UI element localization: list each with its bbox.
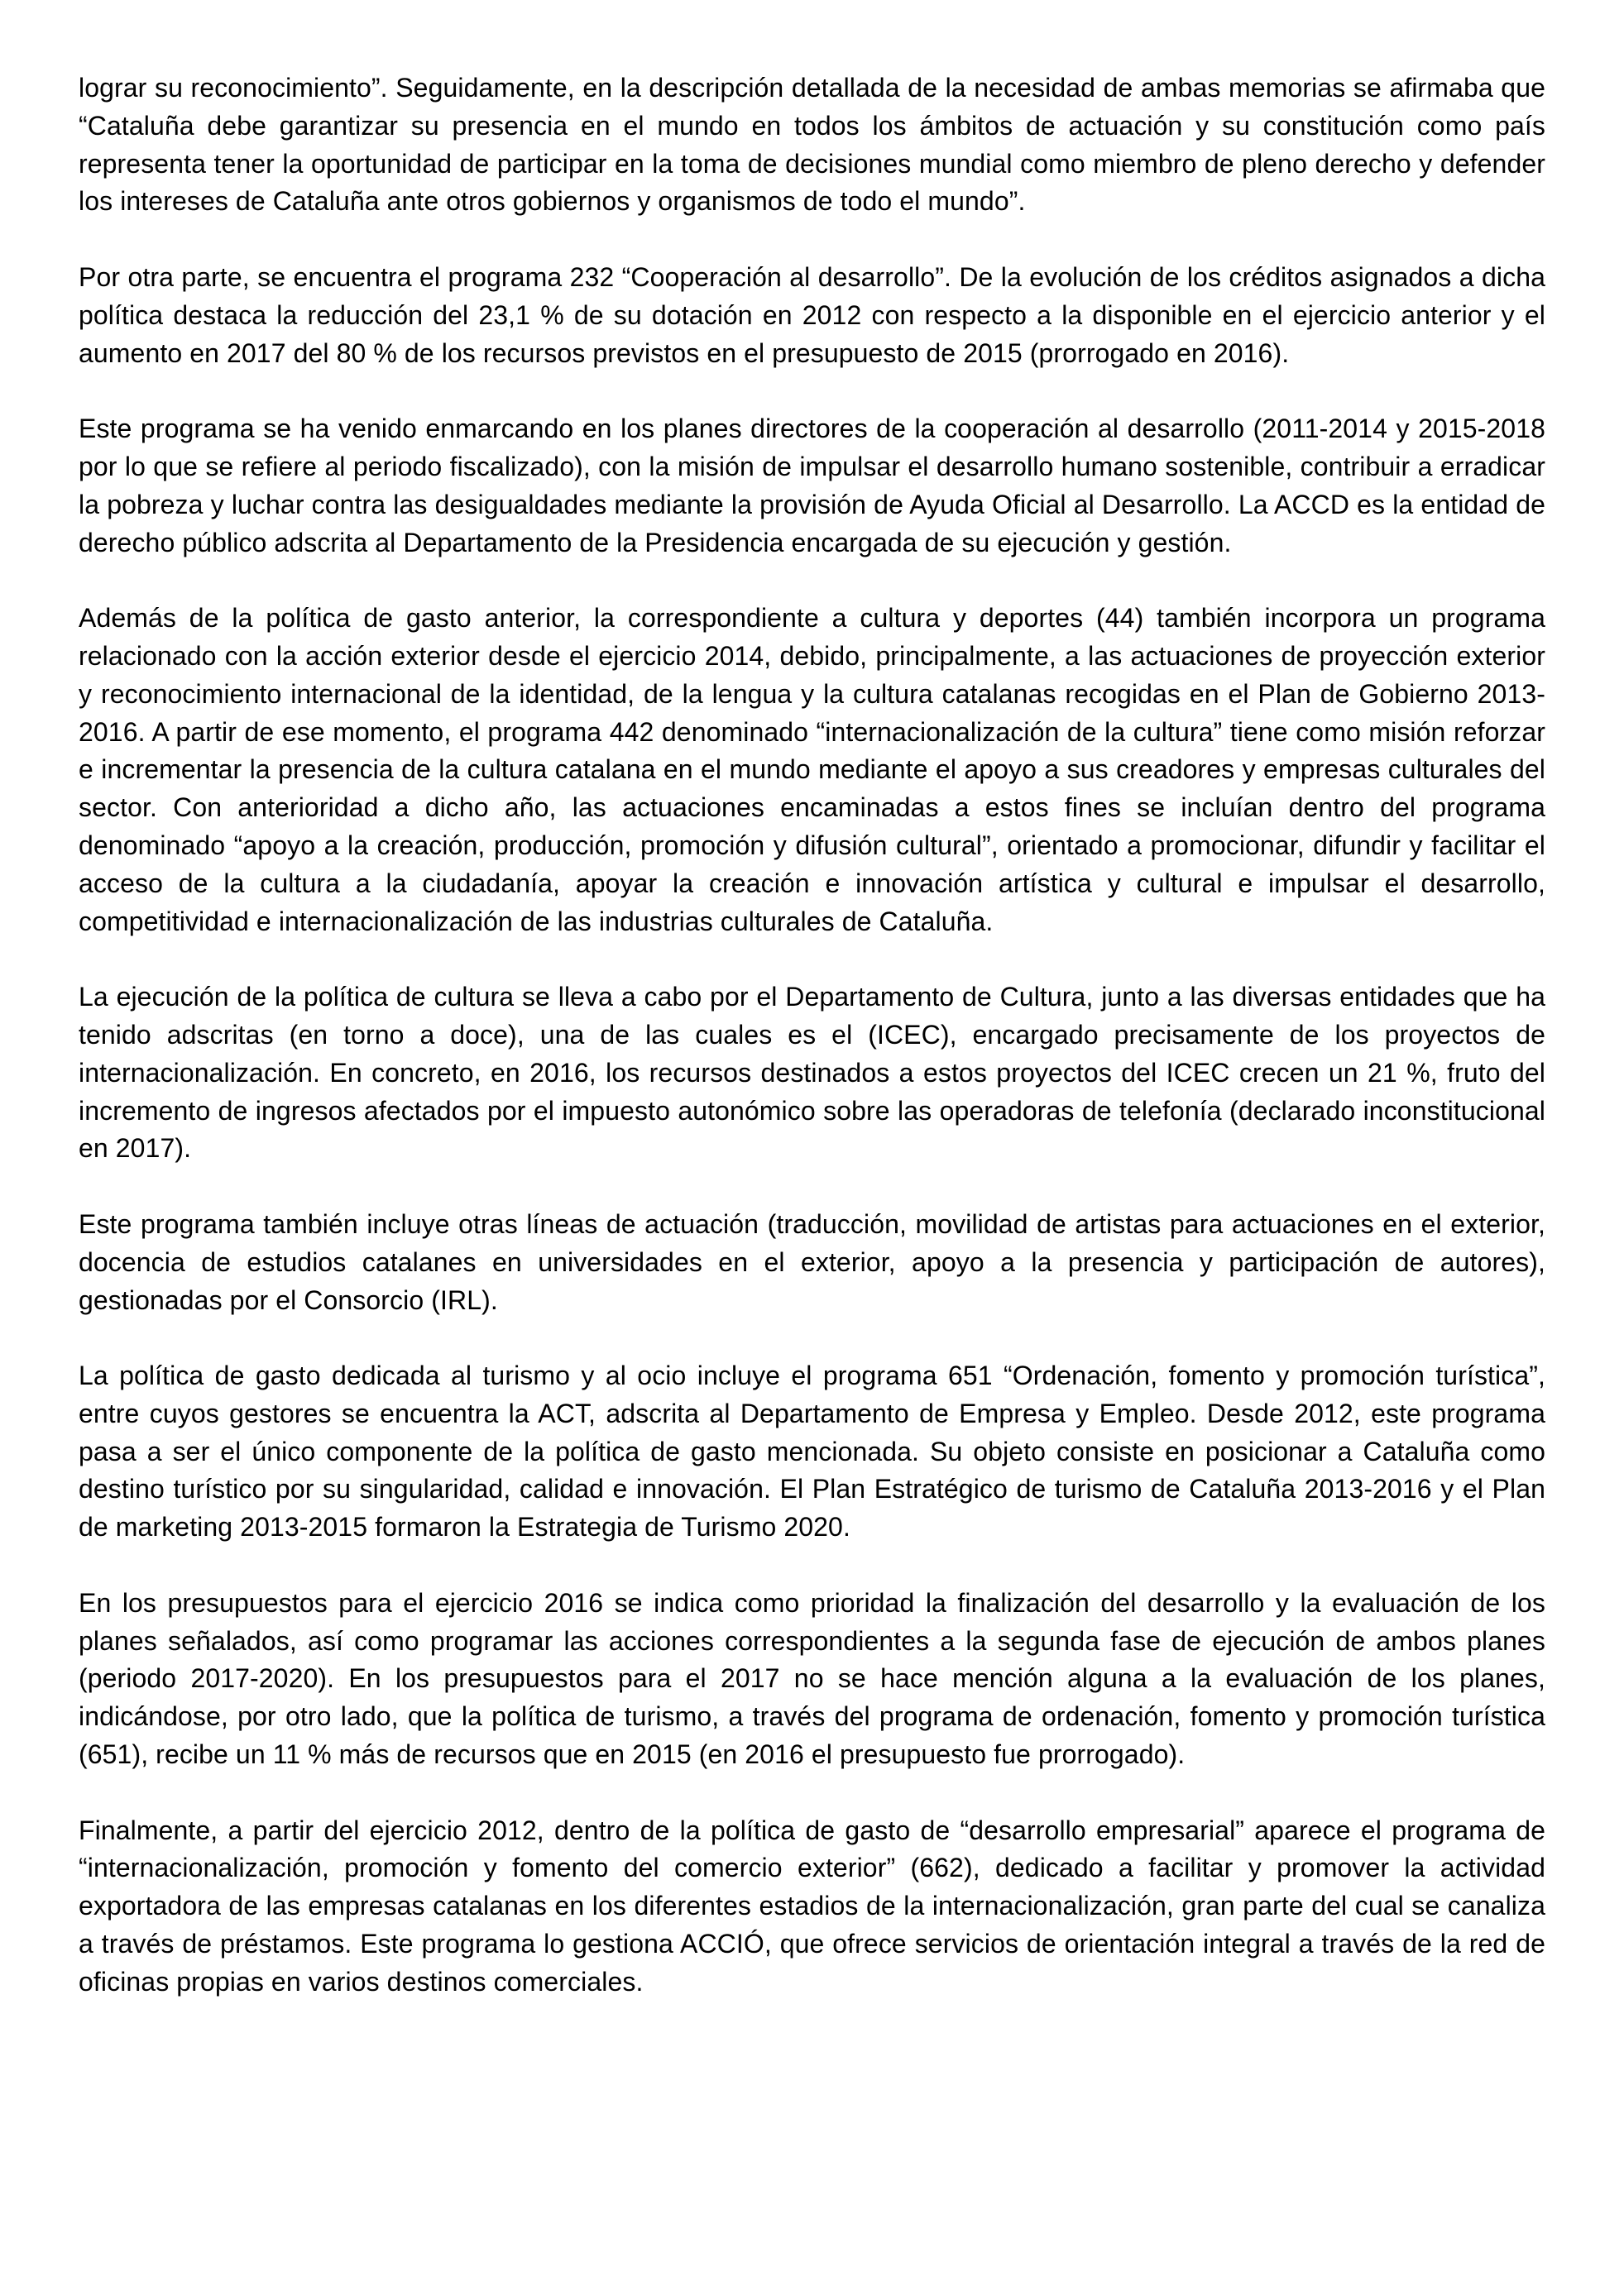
paragraph-presupuestos-2016-2017: En los presupuestos para el ejercicio 2016 se indica como prioridad la finalización del desarrollo y la evaluación de los planes señalados, así como programar las acciones correspondientes a la segunda fase de ejecución de ambos planes (periodo 2017-2020). En los presupuestos para el 2017 no se hace mención alguna a la evaluación de los planes, indicándose, por otro lado, que la política de turismo, a través del programa de ordenación, fomento y promoción turística (651), recibe un 11 % más de recursos que en 2015 (en 2016 el presupuesto fue prorrogado). — [79, 1587, 1545, 1770]
paragraph-ejecucion-politica-cultura-icec: La ejecución de la política de cultura se lleva a cabo por el Departamento de Cultura, junto a las diversas entidades que ha tenido adscritas (en torno a doce), una de las cuales es el (ICEC), encargado precisamente de los proyectos de internacionalización. En concreto, en 2016, los recursos destinados a estos proyectos del ICEC crecen un 21 %, fruto del incremento de ingresos afectados por el impuesto autonómico sobre las operadoras de telefonía (declarado inconstitucional en 2017). — [79, 982, 1545, 1164]
paragraph-planes-directores-accd: Este programa se ha venido enmarcando en los planes directores de la cooperación al desarrollo (2011-2014 y 2015-2018 por lo que se refiere al periodo fiscalizado), con la misión de impulsar el desarrollo humano sostenible, contribuir a erradicar la pobreza y luchar contra las desigualdades mediante la provisión de Ayuda Oficial al Desarrollo. La ACCD es la entidad de derecho público adscrita al Departamento de la Presidencia encargada de su ejecución y gestión. — [79, 414, 1545, 557]
paragraph-cultura-deportes-programa-442: Además de la política de gasto anterior, la correspondiente a cultura y deportes (44) también incorpora un programa relacionado con la acción exterior desde el ejercicio 2014, debido, principalmente, a las actuaciones de proyección exterior y reconocimiento internacional de la identidad, de la lengua y la cultura catalanas recogidas en el Plan de Gobierno 2013-2016. A partir de ese momento, el programa 442 denominado “internacionalización de la cultura” tiene como misión reforzar e incrementar la presencia de la cultura catalana en el mundo mediante el apoyo a sus creadores y empresas culturales del sector. Con anterioridad a dicho año, las actuaciones encaminadas a estos fines se incluían dentro del programa denominado “apoyo a la creación, producción, promoción y difusión cultural”, orientado a promocionar, difundir y facilitar el acceso de la cultura a la ciudadanía, apoyar la creación e innovación artística y cultural e impulsar el desarrollo, competitividad e internacionalización de las industrias culturales de Cataluña. — [79, 603, 1545, 936]
paragraph-otras-lineas-consorcio-irl: Este programa también incluye otras líneas de actuación (traducción, movilidad de artistas para actuaciones en el exterior, docencia de estudios catalanes en universidades en el exterior, apoyo a la presencia y participación de autores), gestionadas por el Consorcio (IRL). — [79, 1208, 1545, 1315]
paragraph-programa-232-cooperacion: Por otra parte, se encuentra el programa 232 “Cooperación al desarrollo”. De la evolución de los créditos asignados a dicha política destaca la reducción del 23,1 % de su dotación en 2012 con respecto a la disponible en el ejercicio anterior y el aumento en 2017 del 80 % de los recursos previstos en el presupuesto de 2015 (prorrogado en 2016). — [79, 261, 1545, 368]
paragraph-turismo-programa-651: La política de gasto dedicada al turismo y al ocio incluye el programa 651 “Ordenación, fomento y promoción turística”, entre cuyos gestores se encuentra la ACT, adscrita al Departamento de Empresa y Empleo. Desde 2012, este programa pasa a ser el único componente de la política de gasto mencionada. Su objeto consiste en posicionar a Cataluña como destino turístico por su singularidad, calidad e innovación. El Plan Estratégico de turismo de Cataluña 2013-2016 y el Plan de marketing 2013-2015 formaron la Estrategia de Turismo 2020. — [79, 1361, 1545, 1543]
paragraph-programa-662-accio: Finalmente, a partir del ejercicio 2012, dentro de la política de gasto de “desarrollo empresarial” aparece el programa de “internacionalización, promoción y fomento del comercio exterior” (662), dedicado a facilitar y promover la actividad exportadora de las empresas catalanas en los diferentes estadios de la internacionalización, gran parte del cual se canaliza a través de préstamos. Este programa lo gestiona ACCIÓ, que ofrece servicios de orientación integral a través de la red de oficinas propias en varios destinos comerciales. — [79, 1815, 1545, 1997]
paragraph-continuation-reconocimiento: lograr su reconocimiento”. Seguidamente, en la descripción detallada de la necesidad de ambas memorias se afirmaba que “Cataluña debe garantizar su presencia en el mundo en todos los ámbitos de actuación y su constitución como país representa tener la oportunidad de participar en la toma de decisiones mundial como miembro de pleno derecho y defender los intereses de Cataluña ante otros gobiernos y organismos de todo el mundo”. — [79, 73, 1545, 217]
